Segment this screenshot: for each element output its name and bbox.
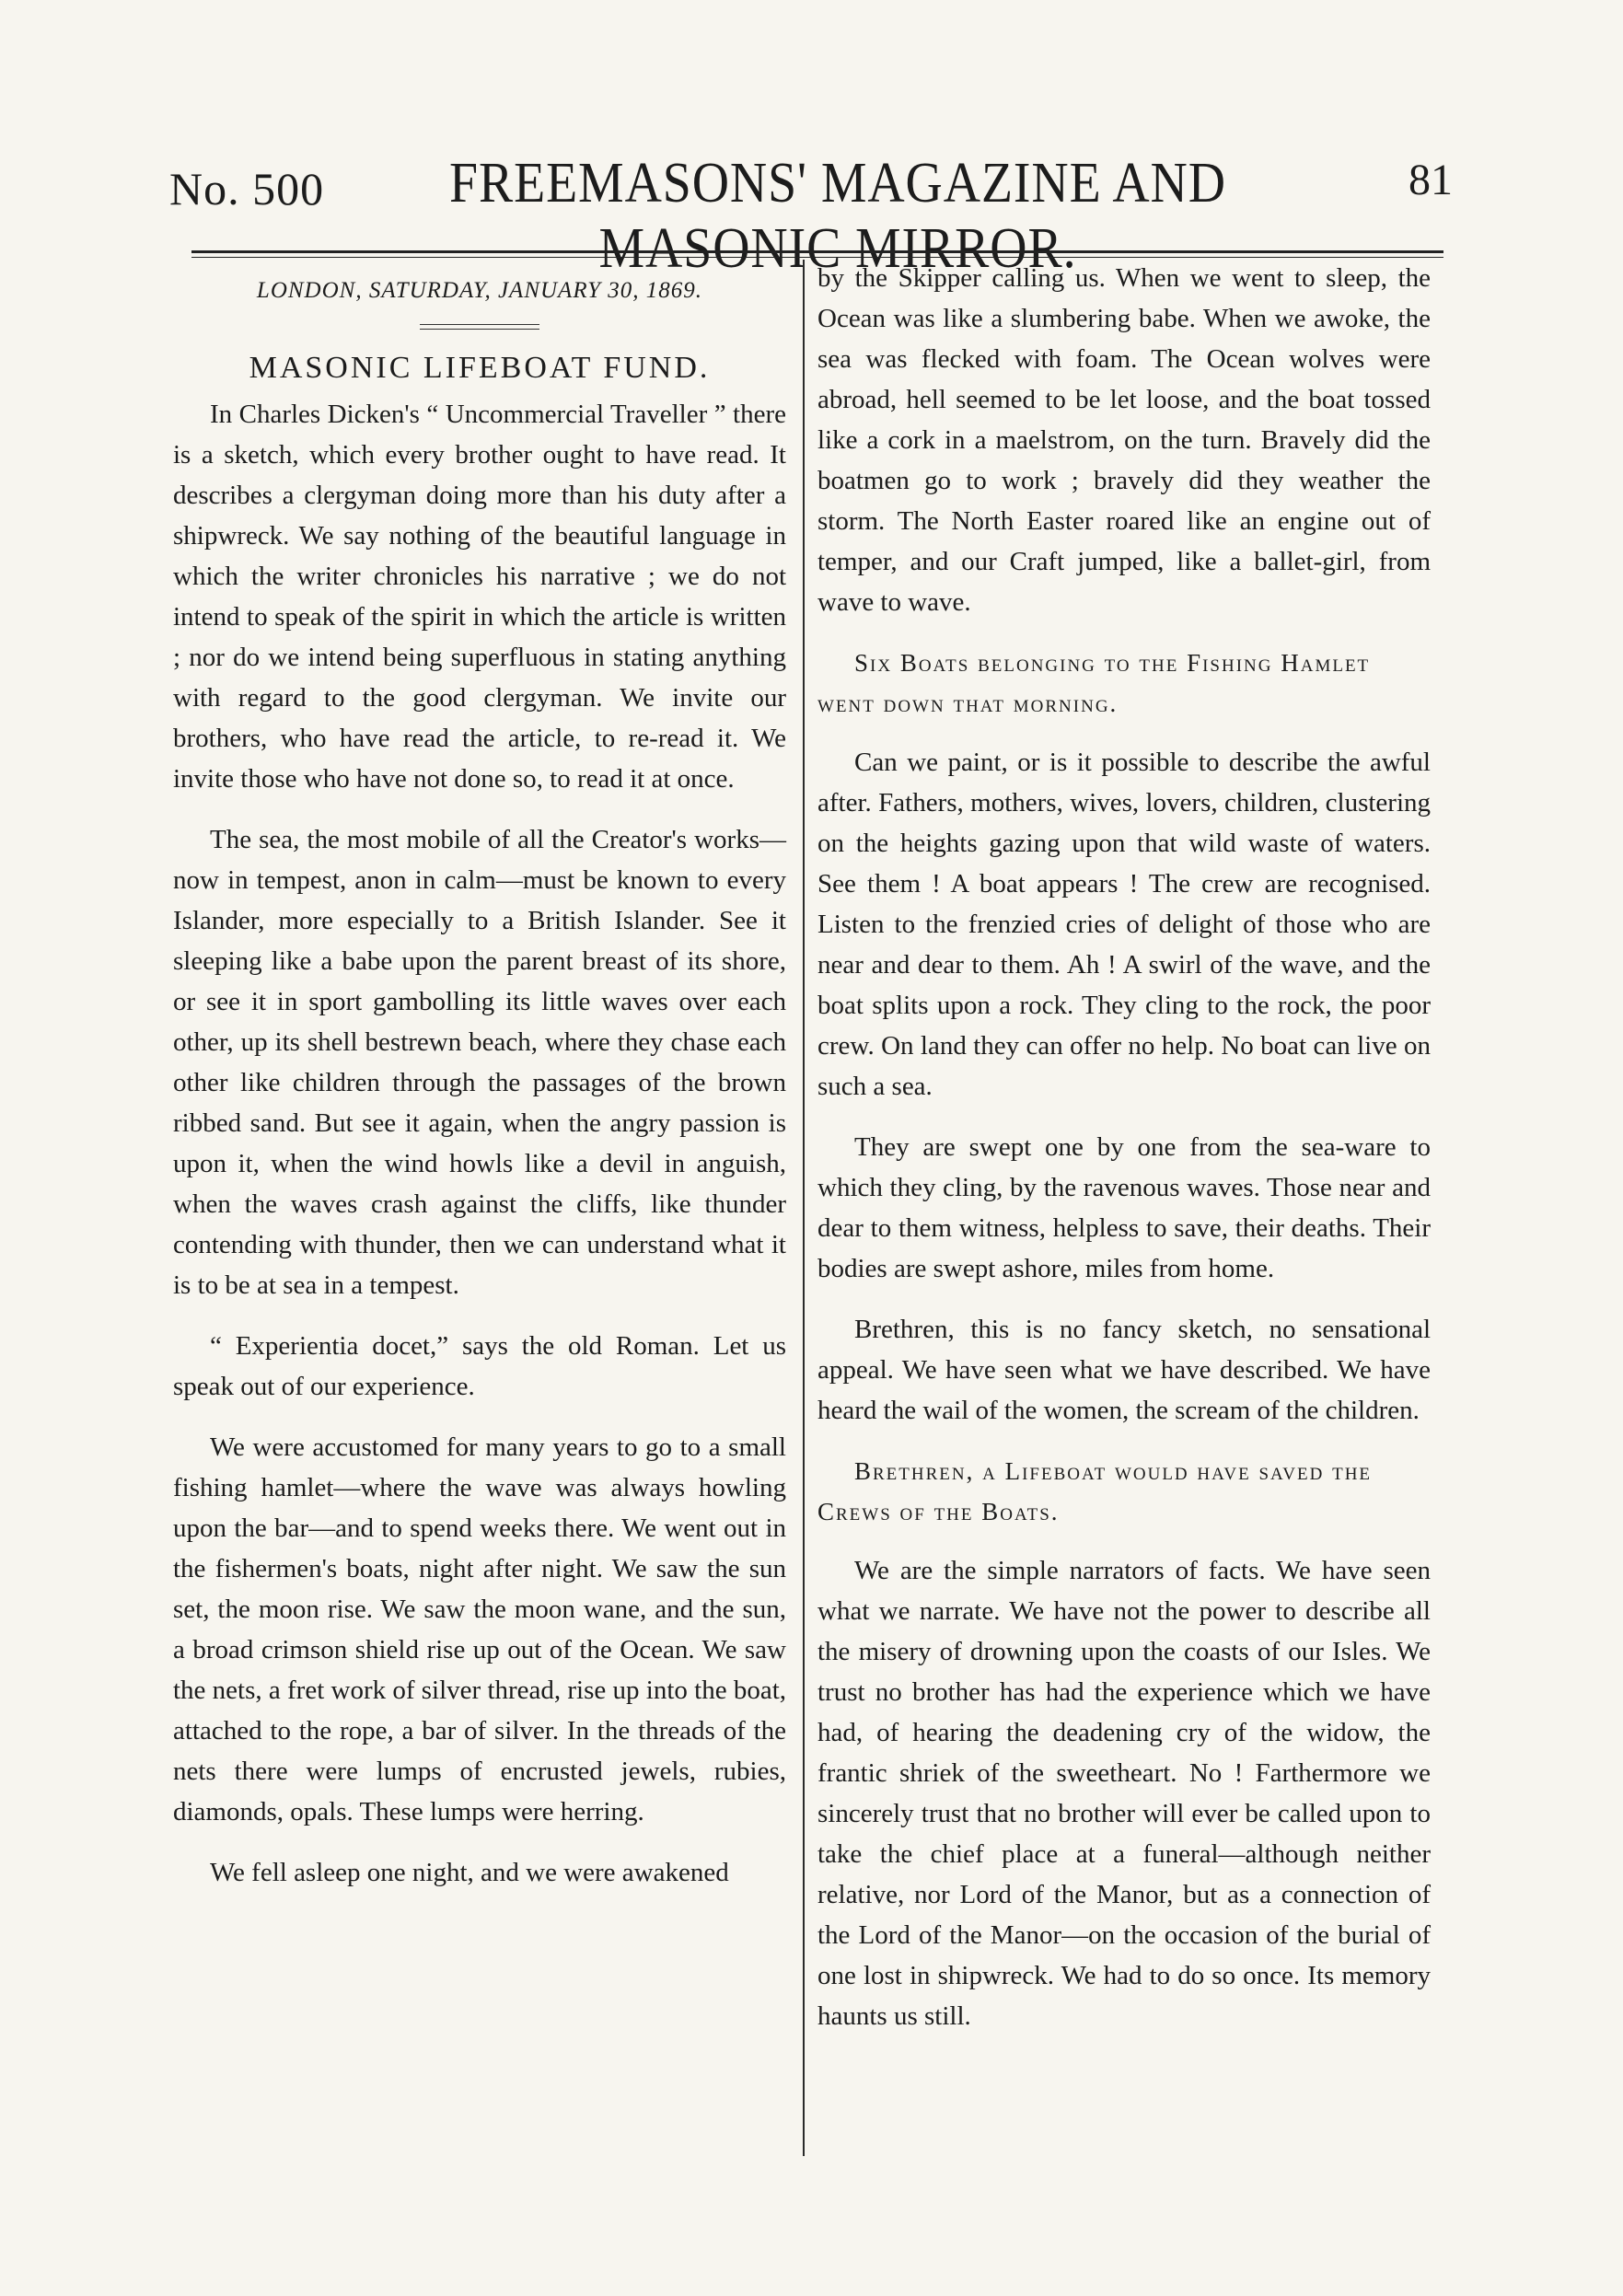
paragraph: We are the simple narrators of facts. We have seen what we narrate. We have not the power to describe all the misery of drowning upon the coasts of our Isles. We trust no brother has had the experience which we have had, of hearing the deadening cry of the widow, the frantic shriek of the sweetheart. No ! Farthermore we sincerely trust that no brother will ever be called upon to take the chief place at a funeral—although neither relative, nor Lord of the Manor, but as a connection of the Lord of the Manor—on the occasion of the burial of one lost in shipwreck. We had to do so once. Its memory haunts us still. bbox=[817, 1556, 1431, 2031]
paragraph: In Charles Dicken's “ Uncommercial Traveller ” there is a sketch, which every brother ought to have read. It describes a clergyman doing more than his duty after a shipwreck. We say nothing of the beautiful language in which the writer chronicles his narrative ; we do not intend to speak of the spirit in which the article is written ; nor do we intend being superfluous in stating anything with regard to the good clergyman. We invite our brothers, who have read the article, to re-read it. We invite those who have not done so, to read it at once. bbox=[173, 400, 786, 794]
column-divider bbox=[803, 260, 805, 2156]
emphasis-line: Six Boats belonging to the Fishing Hamlet went down that morning. bbox=[817, 649, 1371, 717]
page-number: 81 bbox=[1409, 156, 1453, 204]
paragraph: We were accustomed for many years to go to a small fishing hamlet—where the wave was always howling upon the bar—and to spend weeks there. We went out in the fishermen's boats, night after night. We saw the sun set, the moon rise. We saw the moon wane, and the sun, a broad crimson shield rise up out of the Ocean. We saw the nets, a fret work of silver thread, rise up into the boat, attached to the rope, a bar of silver. In the threads of the nets there were lumps of encrusted jewels, rubies, diamonds, opals. These lumps were herring. bbox=[173, 1432, 786, 1826]
paragraph: They are swept one by one from the sea-ware to which they cling, by the ravenous waves. Those near and dear to them witness, helpless to save, their deaths. Their bodies are swept ashore, miles from home. bbox=[817, 1132, 1431, 1283]
dateline-rule bbox=[420, 324, 539, 330]
publication-title: FREEMASONS' MAGAZINE AND MASONIC MIRROR. bbox=[449, 152, 1226, 280]
header-rule bbox=[191, 250, 1443, 258]
dateline: LONDON, SATURDAY, JANUARY 30, 1869. bbox=[256, 278, 703, 303]
paragraph: Brethren, this is no fancy sketch, no sensational appeal. We have seen what we have described. We have heard the wail of the women, the scream of the children. bbox=[817, 1315, 1431, 1425]
paragraph: The sea, the most mobile of all the Creator's works—now in tempest, anon in calm—must be known to every Islander, more especially to a British Islander. See it sleeping like a babe upon the parent breast of its shore, or see it in sport gambolling its little waves over each other, up its shell bestrewn beach, where they chase each other like children through the passages of the brown ribbed sand. But see it again, when the angry passion is upon it, when the wind howls like a devil in anguish, when the waves crash against the cliffs, like thunder contending with thunder, then we can understand what it is to be at sea in a tempest. bbox=[173, 825, 786, 1300]
article-heading: MASONIC LIFEBOAT FUND. bbox=[249, 351, 711, 385]
paragraph: We fell asleep one night, and we were awakened bbox=[210, 1858, 729, 1887]
left-column bbox=[173, 258, 786, 1913]
paragraph-continued: by the Skipper calling us. When we went to sleep, the Ocean was like a slumbering babe. When we awoke, the sea was flecked with foam. The Ocean wolves were abroad, hell seemed to be let loose, and the boat tossed like a cork in a maelstrom, on the turn. Bravely did the boatmen go to work ; bravely did they weather the storm. The North Easter roared like an engine out of temper, and our Craft jumped, like a ballet-girl, from wave to wave. bbox=[817, 263, 1431, 617]
right-column bbox=[817, 258, 1431, 2057]
masthead bbox=[157, 138, 1464, 280]
paragraph: “ Experientia docet,” says the old Roman. Let us speak out of our experience. bbox=[173, 1331, 786, 1401]
paragraph: Can we paint, or is it possible to describe the awful after. Fathers, mothers, wives, lovers, children, clustering on the heights gazing upon that wild waste of waters. See them ! A boat appears ! The crew are recognised. Listen to the frenzied cries of delight of those who are near and dear to them. Ah ! A swirl of the wave, and the boat splits upon a rock. They cling to the rock, the poor crew. On land they can offer no help. No boat can live on such a sea. bbox=[817, 748, 1431, 1101]
issue-number: No. 500 bbox=[169, 163, 325, 215]
emphasis-line: Brethren, a Lifeboat would have saved the Crews of the Boats. bbox=[817, 1457, 1373, 1525]
